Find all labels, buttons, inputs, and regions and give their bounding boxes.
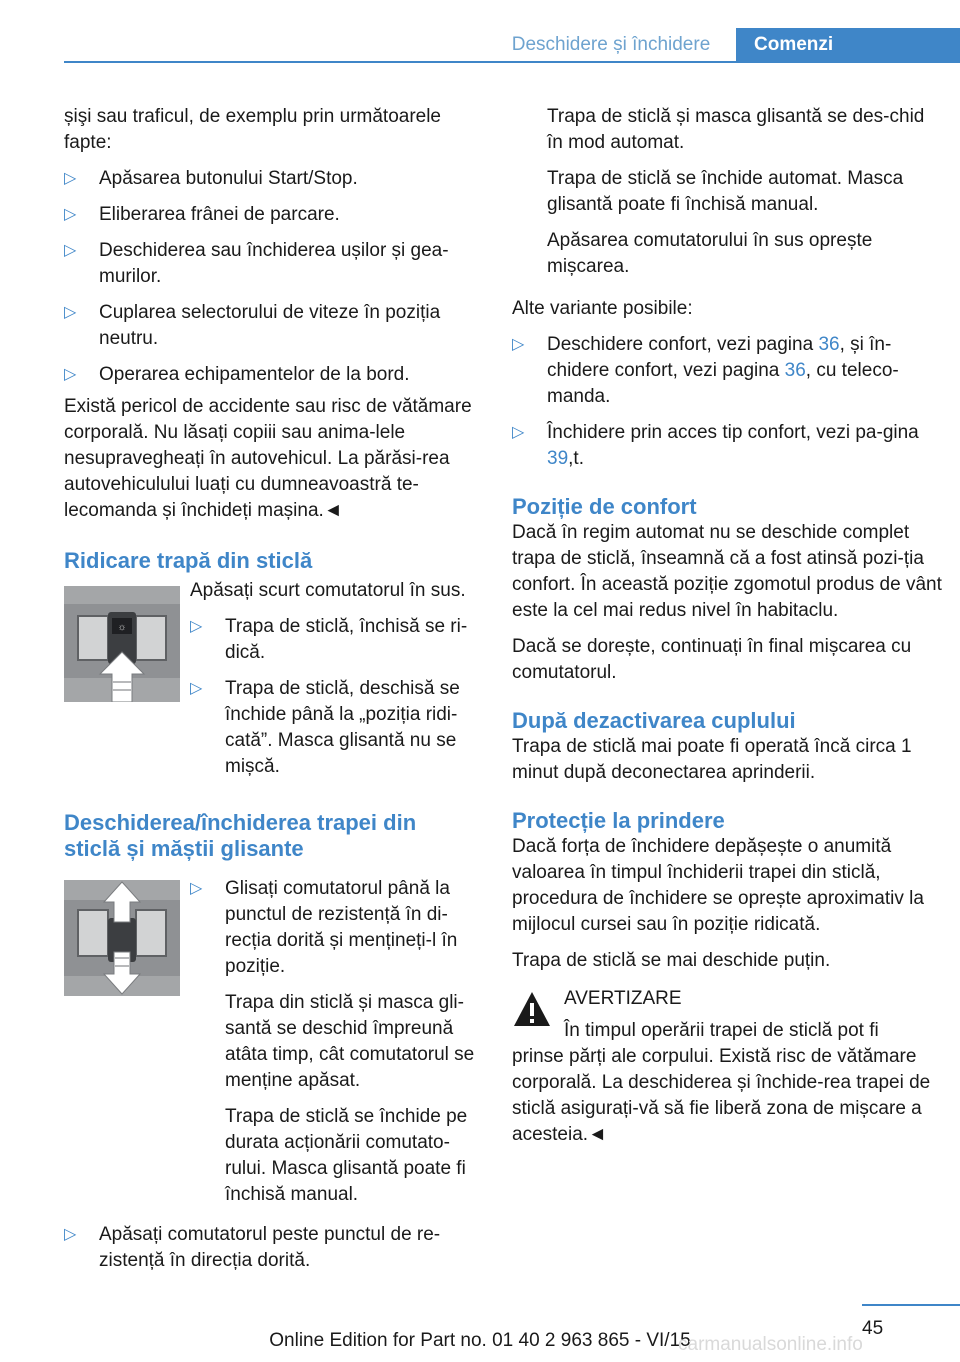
list-item: ▷ Închidere prin acces tip confort, vezi pa-gina 39,t. xyxy=(512,422,919,469)
bullet-triangle-icon: ▷ xyxy=(64,206,77,223)
page-link-39[interactable]: 39 xyxy=(547,448,569,469)
page-number: 45 xyxy=(862,1318,884,1339)
page-link-36[interactable]: 36 xyxy=(818,334,840,355)
protect-paragraph: Dacă forța de închidere depășește o anumită valoarea în timpul închiderii trapei din sticlă, procedura de închidere se oprește aproximativ la mijlocul cursei sau în poziție ridicată. xyxy=(512,836,924,935)
header-section-title: Deschidere și închidere xyxy=(487,28,735,61)
warning-text: În timpul operării trapei de sticlă pot fi prinse părți ale corpului. Există risc de vătămare corporală. La deschiderea și închide-rea trapei de sticlă asigurați-vă să fie liberă zona de mișcare a acesteia.◄ xyxy=(512,1020,931,1145)
warning-box xyxy=(512,986,932,1148)
sub-paragraph: Trapa de sticlă și masca glisantă se des-chid în mod automat. xyxy=(547,106,925,153)
alt-options-label: Alte variante posibile: xyxy=(512,298,693,319)
header-chapter-tab[interactable]: Comenzi xyxy=(736,28,960,61)
intro-paragraph: șişi sau traficul, de exemplu prin următoarele fapte: xyxy=(64,106,442,153)
bullet-triangle-icon: ▷ xyxy=(64,242,77,259)
warning-end-paragraph: Există pericol de accidente sau risc de vătămare corporală. Nu lăsați copiii sau anima-lele nesupravegheați în autovehicul. La părăsi-rea autovehiculului luați cu dumneavoastră te-lecomanda și închideți mașina.◄ xyxy=(64,396,472,521)
footer-edition: Online Edition for Part no. 01 40 2 963 865 - VI/15 xyxy=(269,1330,691,1351)
list-item: ▷ Operarea echipamentelor de la bord. xyxy=(64,362,484,388)
bullet-triangle-icon: ▷ xyxy=(64,304,77,321)
sub-paragraph: Trapa din sticlă și masca gli-santă se deschid împreună atâta timp, cât comutatorul se menține apăsat. xyxy=(225,992,475,1091)
switch-updown-arrow-image xyxy=(64,880,180,996)
left-column xyxy=(64,104,484,1284)
switch-up-arrow-image xyxy=(64,586,180,702)
comfort-paragraph: Dacă în regim automat nu se deschide complet trapa de sticlă, înseamnă că a fost atinsă pozi-ția confort. În această poziție zgomotul produs de vânt este la cel mai redus nivel în habitaclu. xyxy=(512,522,942,621)
bullet-triangle-icon: ▷ xyxy=(512,424,525,441)
open-close-section xyxy=(64,876,484,1208)
sub-paragraph: Trapa de sticlă se închide pe durata acționării comutato-rului. Masca glisantă poate fi închisă manual. xyxy=(225,1106,468,1205)
after-paragraph: Trapa de sticlă mai poate fi operată încă circa 1 minut după deconectarea aprinderii. xyxy=(512,736,912,783)
bullet-triangle-icon: ▷ xyxy=(190,880,203,897)
bullet-triangle-icon: ▷ xyxy=(512,336,525,353)
list-item: ▷ Apăsarea butonului Start/Stop. xyxy=(64,166,484,192)
protect-paragraph: Trapa de sticlă se mai deschide puțin. xyxy=(512,950,831,971)
list-item: ▷ Trapa de sticlă, deschisă se închide până la „poziția ridi-cată”. Masca glisantă nu se mișcă. xyxy=(190,678,460,777)
bullet-triangle-icon: ▷ xyxy=(64,1226,77,1243)
svg-text:☼: ☼ xyxy=(117,622,127,633)
sub-paragraph: Apăsarea comutatorului în sus oprește mișcarea. xyxy=(547,230,873,277)
raise-instruction: Apăsați scurt comutatorul în sus. xyxy=(190,580,466,601)
heading-raise-glass-roof: Ridicare trapă din sticlă xyxy=(64,548,313,573)
comfort-paragraph: Dacă se dorește, continuați în final mișcarea cu comutatorul. xyxy=(512,636,912,683)
list-item: ▷ Cuplarea selectorului de viteze în poziția neutru. xyxy=(64,302,441,349)
bullet-triangle-icon: ▷ xyxy=(190,618,203,635)
heading-pinch-protection: Protecție la prindere xyxy=(512,808,725,833)
watermark: carmanualsonline.info xyxy=(678,1334,863,1355)
header-rule xyxy=(64,61,960,63)
list-item: ▷ Glisați comutatorul până la punctul de rezistență în di-recția dorită și mențineți-l în poziție. xyxy=(190,878,458,977)
list-item: ▷ Deschiderea sau închiderea ușilor și gea-murilor. xyxy=(64,240,449,287)
right-column xyxy=(512,104,942,1158)
list-item: ▷ Deschidere confort, vezi pagina 36, și în-chidere confort, vezi pagina 36, cu teleco-manda. xyxy=(512,334,899,407)
list-item: ▷ Apăsați comutatorul peste punctul de re-zistență în direcția dorită. xyxy=(64,1224,441,1271)
footer-rule xyxy=(862,1304,960,1306)
bullet-triangle-icon: ▷ xyxy=(190,680,203,697)
heading-open-close-roof: Deschiderea/închiderea trapei din sticlă și măștii glisante xyxy=(64,810,417,861)
heading-comfort-position: Poziție de confort xyxy=(512,494,697,519)
sub-paragraph: Trapa de sticlă se închide automat. Masca glisantă poate fi închisă manual. xyxy=(547,168,904,215)
warning-title: AVERTIZARE xyxy=(564,988,682,1009)
list-item: ▷ Trapa de sticlă, închisă se ri-dică. xyxy=(190,616,468,663)
page-link-36[interactable]: 36 xyxy=(784,360,806,381)
raise-section xyxy=(64,578,484,780)
heading-after-deactivation: După dezactivarea cuplului xyxy=(512,708,796,733)
list-item: ▷ Eliberarea frânei de parcare. xyxy=(64,202,484,228)
bullet-triangle-icon: ▷ xyxy=(64,366,77,383)
warning-triangle-icon xyxy=(512,990,552,1030)
bullet-triangle-icon: ▷ xyxy=(64,170,77,187)
